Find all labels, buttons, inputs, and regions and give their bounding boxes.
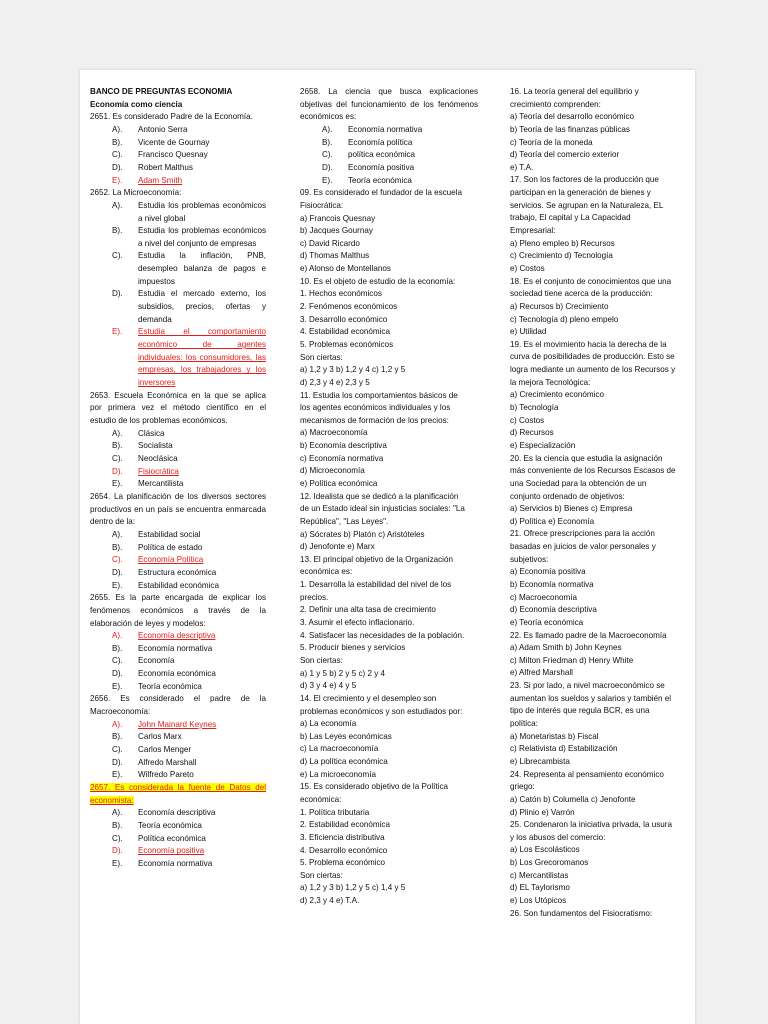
answer-option: [300, 124, 478, 137]
option-text: Estudia el comportamiento económico de agentes individuales: los consumidores, las empresas, los trabajadores y los inversores: [138, 327, 266, 388]
text-line: 3. Asumir el efecto inflacionario.: [300, 618, 415, 628]
text-line: c) Relativista d) Estabilización: [510, 744, 618, 754]
text-line: 4. Satisfacer las necesidades de la población.: [300, 630, 465, 640]
option-text: Carlos Menger: [138, 745, 192, 755]
answer-option: [90, 858, 266, 871]
text-line: 14. El crecimiento y el desempleo son: [300, 693, 437, 703]
text-line: c) Economía normativa: [300, 453, 384, 463]
option-letter: A).: [322, 124, 333, 134]
option-text: Antonio Serra: [138, 124, 188, 134]
text-line: 5. Problemas económicos: [300, 339, 394, 349]
text-line: y los abusos del comercio:: [510, 832, 606, 842]
answer-option: [90, 440, 266, 453]
text-line: precios.: [300, 592, 329, 602]
text-line: d) Thomas Malthus: [300, 251, 370, 261]
text-line: 17. Son los factores de la producción que: [510, 175, 659, 185]
text-line: 10. Es el objeto de estudio de la economía:: [300, 276, 456, 286]
option-letter: C).: [112, 555, 123, 565]
text-line: e) Alfred Marshall: [510, 668, 573, 678]
answer-option: [90, 175, 266, 188]
column-2: [300, 86, 478, 908]
text-line: a) 1,2 y 3 b) 1,2 y 4 c) 1,2 y 5: [300, 365, 406, 375]
answer-option: [90, 326, 266, 389]
option-text: Estabilidad social: [138, 529, 201, 539]
option-letter: B).: [112, 226, 123, 236]
option-text: Teoría económica: [138, 681, 202, 691]
text-line: 11. Estudia los comportamientos básicos de: [300, 390, 458, 400]
option-letter: D).: [112, 567, 123, 577]
answer-option: [300, 137, 478, 150]
answer-option: [90, 428, 266, 441]
option-letter: E).: [112, 858, 123, 868]
answer-option: [90, 250, 266, 288]
answer-option: [90, 453, 266, 466]
answer-option: [300, 162, 478, 175]
option-letter: B).: [112, 137, 123, 147]
text-line: b) Teoría de las finanzas públicas: [510, 124, 630, 134]
text-line: política:: [510, 719, 538, 729]
answer-option: [90, 807, 266, 820]
text-line: d) Recursos: [510, 428, 554, 438]
text-line: Empresarial:: [510, 226, 556, 236]
option-text: Economía descriptiva: [138, 808, 216, 818]
option-text: Economía: [138, 656, 175, 666]
option-text: política económica: [348, 150, 416, 160]
option-letter: B).: [112, 441, 123, 451]
option-letter: A).: [112, 631, 123, 641]
text-line: logra mediante un aumento de los Recursos y: [510, 365, 676, 375]
text-line: b) Tecnología: [510, 403, 559, 413]
option-text: Política de estado: [138, 542, 203, 552]
text-line: b) Economía descriptiva: [300, 441, 387, 451]
text-line: 3. Eficiencia distributiva: [300, 832, 385, 842]
options-2655: [90, 630, 266, 693]
text-line: 26. Son fundamentos del Fisiocratismo:: [510, 908, 653, 918]
text-line: 09. Es considerado el fundador de la escuela: [300, 188, 462, 198]
option-letter: A).: [112, 124, 123, 134]
text-line: a) Recursos b) Crecimiento: [510, 301, 609, 311]
option-letter: C).: [112, 150, 123, 160]
text-line: 13. El principal objetivo de la Organización: [300, 554, 453, 564]
option-text: Estudia los problemas económicos a nivel global: [138, 200, 266, 223]
text-line: Son ciertas:: [300, 870, 343, 880]
option-letter: C).: [112, 656, 123, 666]
option-text: Estructura económica: [138, 567, 217, 577]
text-line: c) Mercantilistas: [510, 870, 569, 880]
question-2651: 2651. Es considerado Padre de la Economía.: [90, 112, 253, 122]
option-text: Wilfredo Pareto: [138, 770, 194, 780]
text-line: a) Catón b) Columella c) Jenofonte: [510, 794, 636, 804]
answer-option: [90, 149, 266, 162]
text-line: conjunto ordenado de objetivos:: [510, 491, 625, 501]
question-2658: 2658. La ciencia que busca explicaciones objetivas del funcionamiento de los fenómenos económicos es:: [300, 87, 478, 122]
option-letter: E).: [112, 580, 123, 590]
question-2656: 2656. Es considerado el padre de la Macroeconomía:: [90, 694, 266, 717]
option-letter: E).: [112, 175, 123, 185]
option-letter: A).: [112, 200, 123, 210]
option-letter: A).: [112, 428, 123, 438]
answer-option: [90, 567, 266, 580]
text-line: d) 2,3 y 4 e) T.A.: [300, 896, 360, 906]
option-text: Economía política: [348, 137, 413, 147]
text-line: a) 1,2 y 3 b) 1,2 y 5 c) 1,4 y 5: [300, 883, 406, 893]
text-line: participan en la generación de bienes y: [510, 188, 651, 198]
answer-option: [90, 757, 266, 770]
answer-option: [90, 681, 266, 694]
option-text: Economía normativa: [348, 124, 423, 134]
text-line: a) Los Escolásticos: [510, 845, 580, 855]
answer-option: [90, 137, 266, 150]
answer-option: [90, 845, 266, 858]
text-line: 22. Es llamado padre de la Macroeconomía: [510, 630, 667, 640]
text-line: 12. Idealista que se dedicó a la planificación: [300, 491, 459, 501]
option-text: Vicente de Gournay: [138, 137, 210, 147]
text-line: República", "Las Leyes".: [300, 516, 389, 526]
option-letter: B).: [112, 732, 123, 742]
answer-option: [90, 225, 266, 250]
answer-option: [90, 655, 266, 668]
option-letter: E).: [112, 327, 123, 337]
answer-option: [90, 833, 266, 846]
option-text: Economía normativa: [138, 643, 213, 653]
text-line: 2. Fenómenos económicos: [300, 302, 398, 312]
option-text: Clásica: [138, 428, 165, 438]
option-text: Economía descriptiva: [138, 631, 216, 641]
options-2653: [90, 428, 266, 491]
option-text: Alfredo Marshall: [138, 757, 197, 767]
text-line: c) Crecimiento d) Tecnología: [510, 251, 613, 261]
option-text: Fisiocrática: [138, 466, 179, 476]
answer-option: [90, 580, 266, 593]
text-line: d) Jenofonte e) Marx: [300, 542, 375, 552]
option-letter: E).: [322, 175, 333, 185]
text-line: una Sociedad para la obtención de un: [510, 478, 647, 488]
text-line: d) Plinio e) Varrón: [510, 807, 575, 817]
text-line: 3. Desarrollo económico: [300, 314, 388, 324]
options-2657: [90, 807, 266, 870]
text-line: e) Los Utópicos: [510, 896, 567, 905]
text-line: más conveniente de los Recursos Escasos de: [510, 466, 676, 476]
text-line: a) Teoría del desarrollo económico: [510, 112, 635, 122]
option-text: Estudia la inflación, PNB, desempleo balanza de pagos e impuestos: [138, 251, 266, 286]
answer-option: [90, 200, 266, 225]
answer-option: [90, 466, 266, 479]
text-line: curva de posibilidades de producción. Esto se: [510, 352, 675, 362]
text-line: c) Costos: [510, 415, 545, 425]
option-letter: E).: [112, 681, 123, 691]
text-line: d) Economía descriptiva: [510, 605, 597, 615]
text-line: 5. Producir bienes y servicios: [300, 643, 406, 653]
option-text: Mercantilista: [138, 479, 184, 489]
option-text: John Mainard Keynes: [138, 719, 217, 729]
text-line: d) La política económica: [300, 757, 388, 767]
text-line: 2. Estabilidad económica: [300, 820, 390, 830]
text-line: Fisiocrática:: [300, 200, 344, 210]
text-line: a) 1 y 5 b) 2 y 5 c) 2 y 4: [300, 668, 386, 678]
text-line: c) Milton Friedman d) Henry White: [510, 655, 634, 665]
option-letter: A).: [112, 529, 123, 539]
text-line: 5. Problema económico: [300, 858, 386, 868]
answer-option: [90, 820, 266, 833]
text-line: d) EL Taylorismo: [510, 883, 570, 893]
option-letter: D).: [112, 846, 123, 856]
text-line: c) Teoría de la moneda: [510, 137, 593, 147]
option-text: Estudia los problemas económicos a nivel del conjunto de empresas: [138, 226, 266, 248]
text-line: e) T.A.: [510, 162, 534, 172]
text-line: mecanismos de formación de los precios:: [300, 415, 449, 425]
text-line: a) Monetaristas b) Fiscal: [510, 731, 599, 741]
text-line: 1. Desarrolla la estabilidad del nivel de los: [300, 580, 452, 590]
text-line: a) La economía: [300, 719, 357, 729]
text-line: servicios. Se agrupan en la Naturaleza, EL: [510, 200, 664, 210]
text-line: 25. Condenaron la iniciativa privada, la usura: [510, 820, 672, 830]
option-letter: A).: [112, 719, 123, 729]
text-line: 21. Ofrece prescripciones para la acción: [510, 529, 655, 539]
answer-option: [90, 542, 266, 555]
answer-option: [90, 162, 266, 175]
text-line: aumentan los sueldos y salarios y también el: [510, 693, 672, 703]
option-text: Francisco Quesnay: [138, 150, 208, 160]
text-line: e) Utilidad: [510, 327, 547, 337]
text-line: económica es:: [300, 567, 353, 577]
option-letter: A).: [112, 808, 123, 818]
option-letter: C).: [322, 150, 333, 160]
text-line: tipo de interés que regula BCR, es una: [510, 706, 650, 716]
option-letter: C).: [112, 833, 123, 843]
answer-option: [90, 288, 266, 326]
option-letter: D).: [112, 669, 123, 679]
column-3: [510, 86, 688, 920]
text-line: 20. Es la ciencia que estudia la asignación: [510, 453, 663, 463]
column-2-lines: [300, 187, 478, 908]
text-line: e) Librecambista: [510, 756, 570, 766]
question-2657-highlight: 2657. Es considerada la fuente de Datos del economista:: [90, 783, 266, 805]
option-letter: D).: [322, 162, 333, 172]
text-line: Son ciertas:: [300, 655, 343, 665]
text-line: a) Economía positiva: [510, 567, 586, 577]
text-line: los agentes económicos individuales y los: [300, 403, 451, 413]
answer-option: [90, 124, 266, 137]
text-line: e) Política económica: [300, 478, 378, 488]
option-letter: C).: [112, 453, 123, 463]
text-line: b) Las Leyes económicas: [300, 731, 392, 741]
option-text: Neoclásica: [138, 453, 178, 463]
option-text: Socialista: [138, 441, 173, 451]
option-letter: D).: [112, 289, 123, 299]
text-line: e) Especialización: [510, 440, 576, 450]
text-line: problemas económicos y son estudiados por:: [300, 706, 463, 716]
options-2658: [300, 124, 478, 187]
text-line: a) Sócrates b) Platón c) Aristóteles: [300, 529, 425, 539]
answer-option: [90, 630, 266, 643]
text-line: 4. Estabilidad económica: [300, 327, 390, 337]
option-letter: B).: [112, 542, 123, 552]
text-line: c) Macroeconomía: [510, 592, 578, 602]
option-text: Estabilidad económica: [138, 580, 219, 590]
text-line: c) David Ricardo: [300, 238, 360, 248]
text-line: e) Teoría económica: [510, 617, 584, 627]
option-letter: D).: [112, 466, 123, 476]
text-line: 18. Es el conjunto de conocimientos que una: [510, 276, 672, 286]
option-letter: B).: [112, 643, 123, 653]
text-line: 19. Es el movimiento hacia la derecha de la: [510, 339, 667, 349]
text-line: c) La macroeconomía: [300, 744, 379, 754]
option-text: Teoría económica: [348, 175, 412, 185]
option-text: Teoría económica: [138, 821, 202, 830]
text-line: a) Crecimiento económico: [510, 390, 605, 400]
options-2656: [90, 719, 266, 782]
option-text: Robert Malthus: [138, 162, 193, 172]
answer-option: [90, 731, 266, 744]
option-text: Estudia el mercado externo, los subsidios, precios, ofertas y demanda: [138, 289, 266, 324]
answer-option: [300, 149, 478, 162]
question-2654: 2654. La planificación de los diversos sectores productivos en un país se encuentra enmarcada dentro de la:: [90, 491, 266, 527]
answer-option: [90, 529, 266, 542]
text-line: d) 2,3 y 4 e) 2,3 y 5: [300, 377, 370, 387]
answer-option: [90, 643, 266, 656]
option-text: Adam Smith: [138, 175, 183, 185]
option-letter: C).: [112, 745, 123, 755]
options-2651: [90, 124, 266, 187]
text-line: d) Teoría del comercio exterior: [510, 150, 620, 160]
option-text: Economía Política: [138, 555, 204, 565]
option-text: Política económica: [138, 833, 206, 843]
text-line: crecimiento comprenden:: [510, 99, 601, 109]
answer-option: [90, 769, 266, 782]
options-2654: [90, 529, 266, 592]
text-line: 15. Es considerado objetivo de la Política: [300, 782, 449, 792]
answer-option: [90, 478, 266, 491]
text-line: b) Jacques Gournay: [300, 226, 373, 236]
text-line: basadas en juicios de valor personales y: [510, 542, 656, 552]
text-line: 24. Representa al pensamiento económico: [510, 769, 664, 779]
column-1: [90, 86, 266, 871]
question-2652: 2652. La Microeconomía:: [90, 188, 182, 198]
text-line: 23. Si por lado, a nivel macroeconómico se: [510, 681, 665, 691]
document-title: BANCO DE PREGUNTAS ECONOMIA: [90, 87, 233, 96]
option-text: Economía positiva: [348, 162, 415, 172]
question-2657: [90, 782, 266, 807]
question-2655: 2655. Es la parte encargada de explicar los fenómenos económicos a través de la elaboración de leyes y modelos:: [90, 593, 266, 628]
text-line: 1. Política tributaria: [300, 807, 370, 817]
text-line: Son ciertas:: [300, 352, 343, 362]
document-page: [80, 70, 695, 1024]
text-line: 4. Desarrollo económico: [300, 845, 388, 855]
text-line: d) 3 y 4 e) 4 y 5: [300, 681, 357, 691]
text-line: d) Política e) Economía: [510, 516, 595, 526]
options-2652: [90, 200, 266, 390]
option-letter: C).: [112, 251, 123, 261]
text-line: e) Alonso de Montellanos: [300, 264, 391, 274]
text-line: d) Microeconomía: [300, 466, 365, 476]
text-line: e) Costos: [510, 263, 545, 273]
option-letter: D).: [112, 162, 123, 172]
text-line: 2. Definir una alta tasa de crecimiento: [300, 605, 436, 615]
option-letter: B).: [112, 821, 123, 830]
option-text: Economía normativa: [138, 858, 213, 868]
text-line: 1. Hechos económicos: [300, 289, 382, 299]
text-line: de un Estado ideal sin injusticias sociales: "La: [300, 504, 465, 514]
text-line: c) Tecnología d) pleno empelo: [510, 314, 619, 324]
text-line: a) Francois Quesnay: [300, 213, 376, 223]
answer-option: [300, 175, 478, 188]
section-subtitle: Economía como ciencia: [90, 99, 183, 109]
text-line: subjetivos:: [510, 554, 549, 564]
option-letter: D).: [112, 757, 123, 767]
text-line: griego:: [510, 782, 535, 792]
question-2653: 2653. Escuela Económica en la que se aplica por primera vez el método científico en el estudio de los problemas económicos.: [90, 390, 266, 425]
text-line: económica:: [300, 795, 342, 804]
text-line: a) Adam Smith b) John Keynes: [510, 643, 622, 653]
text-line: sociedad tiene acerca de la producción:: [510, 289, 653, 299]
column-3-lines: [510, 86, 688, 920]
option-text: Carlos Marx: [138, 732, 182, 742]
text-line: la mejora Tecnológica:: [510, 377, 591, 387]
text-line: a) Servicios b) Bienes c) Empresa: [510, 504, 633, 514]
answer-option: [90, 668, 266, 681]
option-text: Economía económica: [138, 669, 216, 679]
answer-option: [90, 554, 266, 567]
text-line: trabajo, El capital y La Capacidad: [510, 213, 631, 223]
option-letter: B).: [322, 137, 333, 147]
text-line: a) Pleno empleo b) Recursos: [510, 238, 615, 248]
answer-option: [90, 744, 266, 757]
text-line: b) Economía normativa: [510, 579, 594, 589]
option-letter: E).: [112, 479, 123, 489]
option-letter: E).: [112, 770, 123, 780]
text-line: a) Macroeconomía: [300, 428, 368, 438]
text-line: 16. La teoría general del equilibrio y: [510, 87, 639, 96]
text-line: e) La microeconomía: [300, 769, 377, 779]
option-text: Economía positiva: [138, 846, 205, 856]
answer-option: [90, 719, 266, 732]
text-line: b) Los Grecoromanos: [510, 858, 589, 868]
